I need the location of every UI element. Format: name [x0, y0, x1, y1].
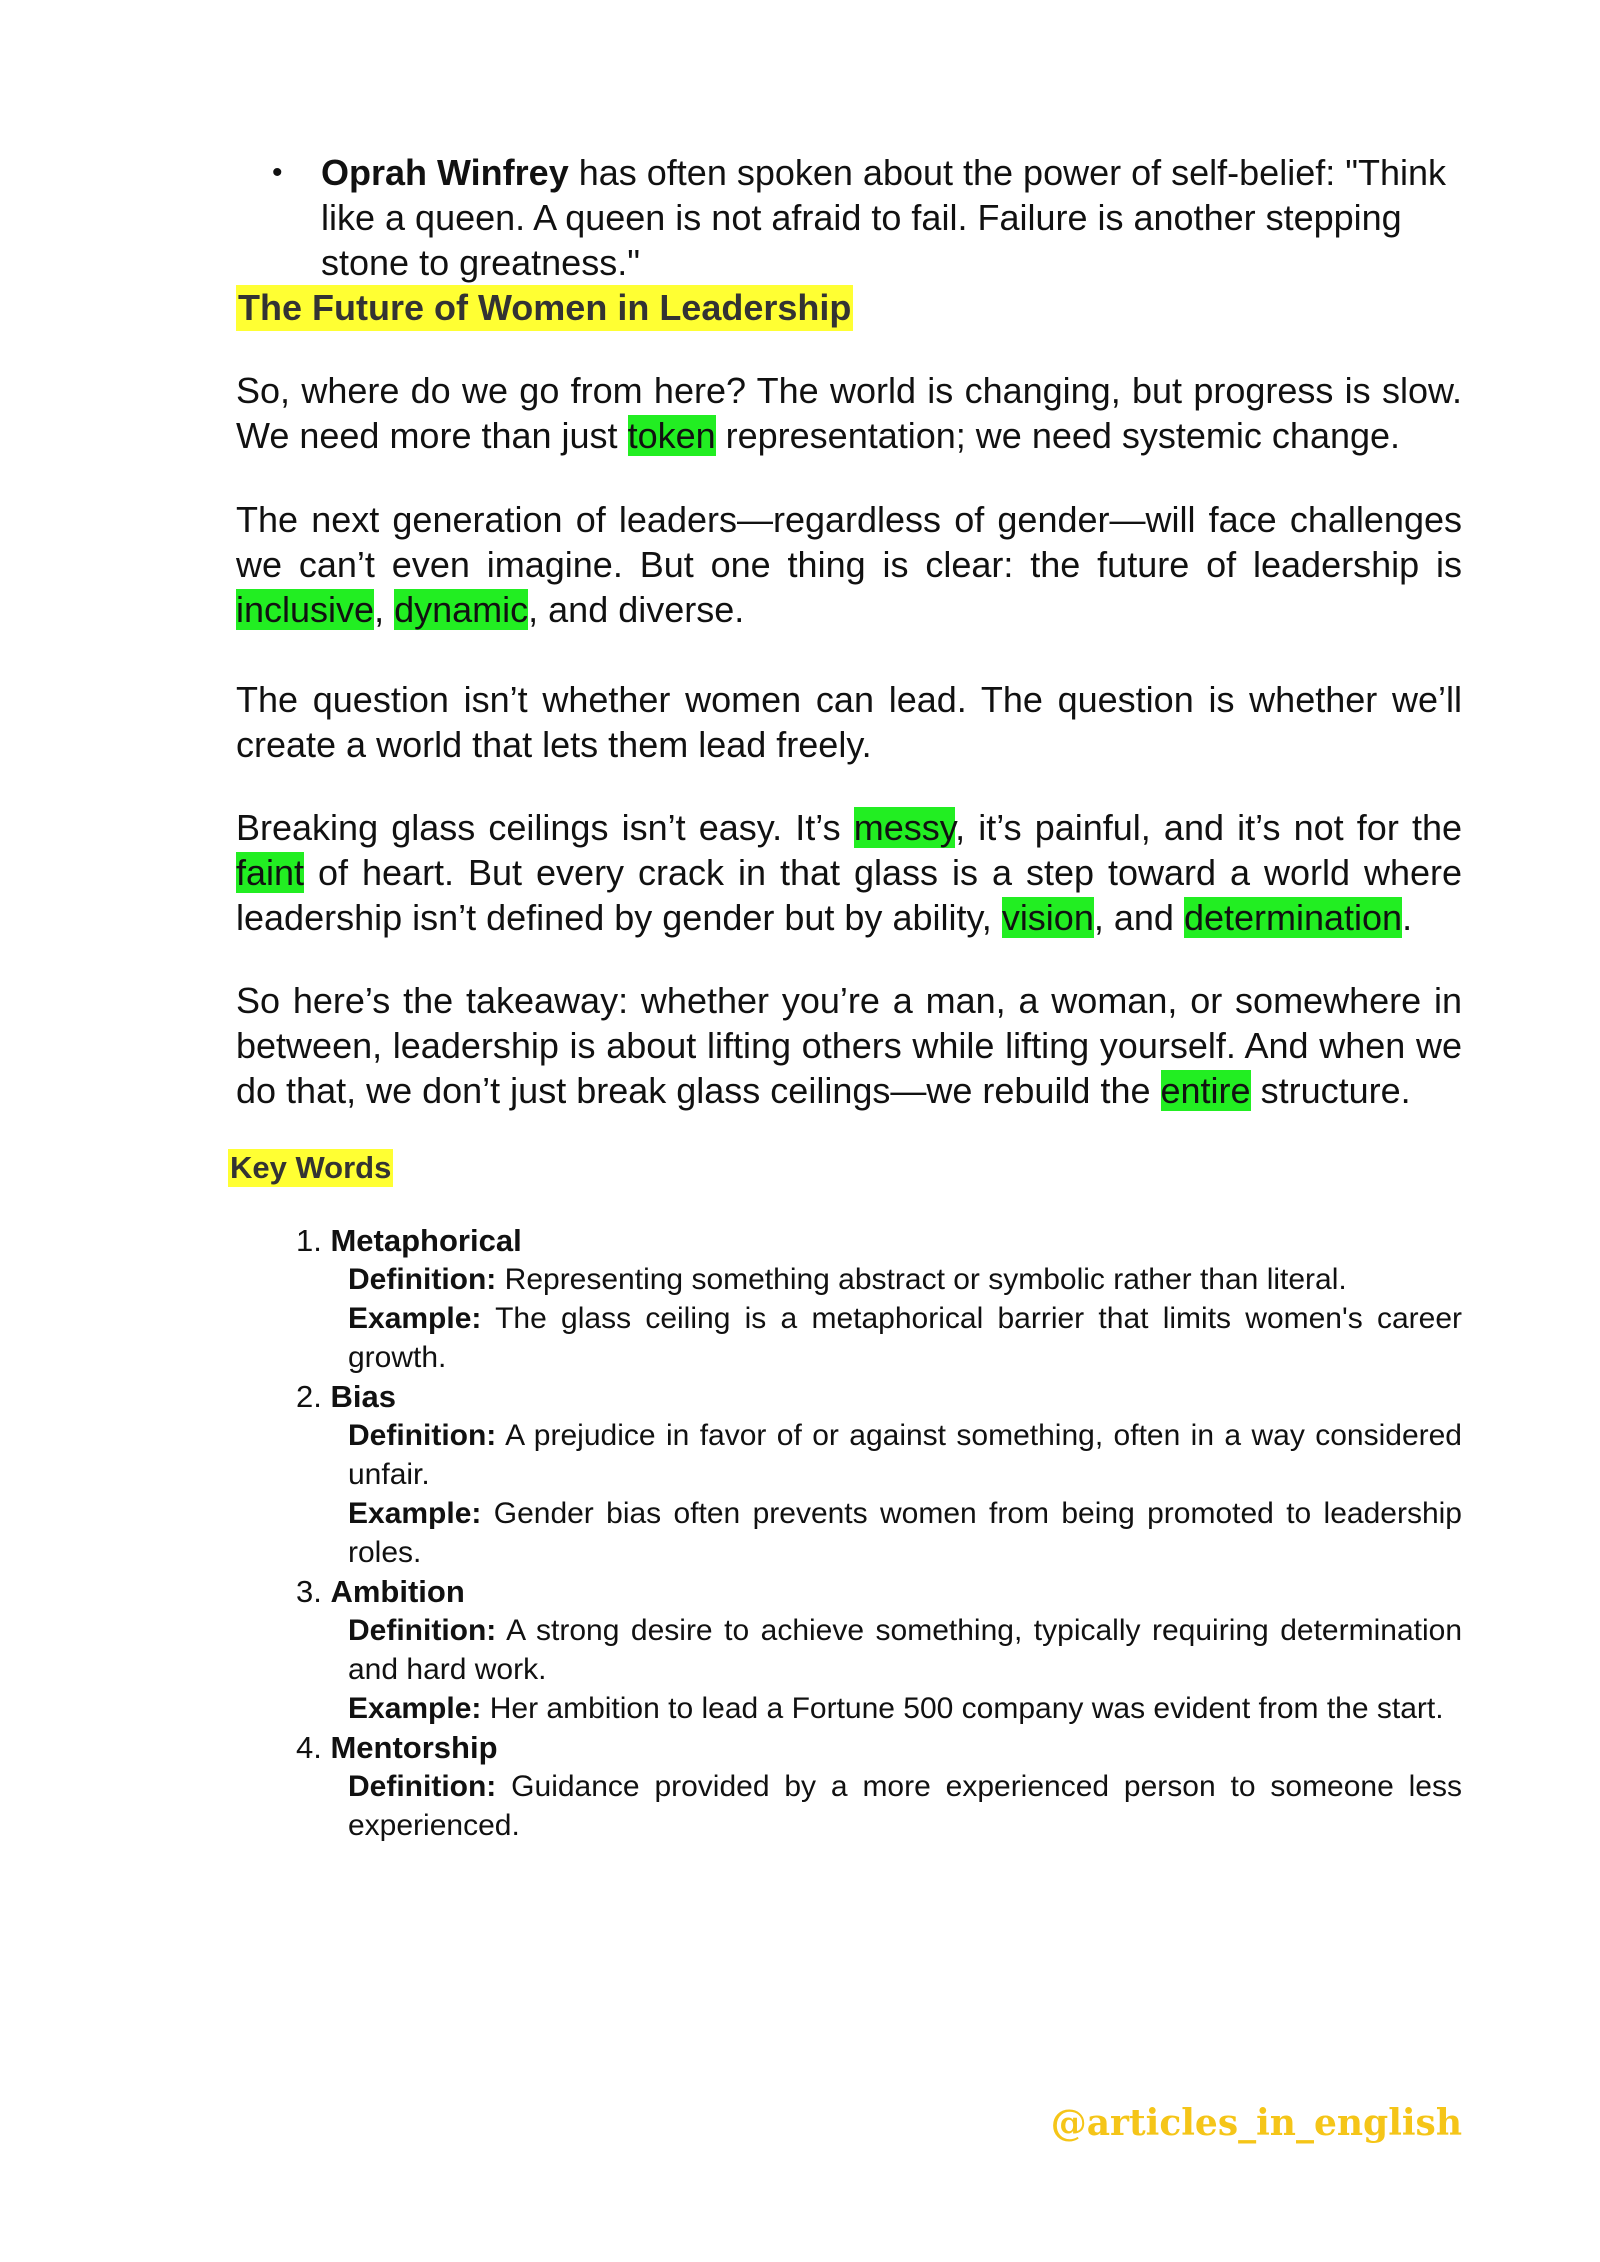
text-run: representation; we need systemic change.: [715, 415, 1401, 456]
text-run: .: [1402, 897, 1413, 938]
text-run: The next generation of leaders—regardless of gender—will face challenges we can’t even imagine. But one thing is clear: the future of leadership is: [236, 499, 1462, 585]
highlight-vision: vision: [1001, 897, 1094, 938]
key-word-title: [296, 1572, 1462, 1611]
text-run: Breaking glass ceilings isn’t easy. It’s: [236, 807, 854, 848]
quote-bullet-item: [236, 150, 1471, 285]
definition-text: Guidance provided by a more experienced person to someone less experienced.: [348, 1770, 1462, 1842]
social-handle-watermark: @articles_in_english: [1050, 2102, 1462, 2144]
item-number: 4.: [296, 1730, 322, 1765]
paragraph-5: [236, 978, 1462, 1113]
example-label: Example:: [348, 1302, 482, 1335]
example-line: [348, 1299, 1462, 1377]
highlight-inclusive: inclusive: [236, 589, 375, 630]
example-line: [348, 1494, 1462, 1572]
text-run: So here’s the takeaway: whether you’re a man, a woman, or somewhere in between, leadership is about lifting others while lifting yourself. And when we do that, we don’t just break glass ceilings—we rebuild the: [236, 980, 1462, 1111]
key-word-item: [236, 1728, 1462, 1845]
definition-line: [348, 1767, 1462, 1845]
text-run: , and diverse.: [528, 589, 745, 630]
text-run: , it’s painful, and it’s not for the: [955, 807, 1462, 848]
definition-label: Definition:: [348, 1263, 497, 1296]
key-word-term: Metaphorical: [330, 1223, 522, 1258]
key-word-term: Ambition: [330, 1574, 465, 1609]
key-word-title: [296, 1377, 1462, 1416]
definition-text: A strong desire to achieve something, typically requiring determination and hard work.: [348, 1614, 1463, 1686]
highlight-determination: determination: [1183, 897, 1403, 938]
key-word-term: Mentorship: [330, 1730, 498, 1765]
quote-text: has often spoken about the power of self-belief: "Think like a queen. A queen is not afraid to fail. Failure is another stepping stone to greatness.": [321, 152, 1447, 283]
paragraph-3: [236, 677, 1462, 767]
highlight-entire: entire: [1160, 1070, 1251, 1111]
highlight-dynamic: dynamic: [394, 589, 529, 630]
definition-line: [348, 1416, 1462, 1494]
definition-text: A prejudice in favor of or against something, often in a way considered unfair.: [348, 1419, 1462, 1491]
example-label: Example:: [348, 1692, 482, 1725]
quote-author: Oprah Winfrey: [321, 152, 569, 193]
example-text: Her ambition to lead a Fortune 500 company was evident from the start.: [489, 1692, 1444, 1725]
highlight-token: token: [627, 415, 716, 456]
text-run: So, where do we go from here? The world is changing, but progress is slow. We need more than just: [236, 370, 1462, 456]
key-word-item: [236, 1221, 1462, 1377]
item-number: 3.: [296, 1574, 322, 1609]
text-run: of heart. But every crack in that glass is a step toward a world where leadership isn’t defined by gender but by ability,: [236, 852, 1462, 938]
key-words-heading-wrap: [230, 1149, 1462, 1187]
section-heading: The Future of Women in Leadership: [236, 285, 853, 331]
key-word-title: [296, 1221, 1462, 1260]
text-run: ,: [374, 589, 395, 630]
example-text: Gender bias often prevents women from being promoted to leadership roles.: [348, 1497, 1462, 1569]
definition-label: Definition:: [348, 1419, 497, 1452]
item-number: 1.: [296, 1223, 322, 1258]
key-words-list: [236, 1221, 1462, 1845]
definition-line: [348, 1611, 1462, 1689]
text-run: The question isn’t whether women can lead. The question is whether we’ll create a world that lets them lead freely.: [236, 679, 1462, 765]
document-content: [230, 150, 1463, 1845]
example-line: [348, 1689, 1462, 1728]
text-run: structure.: [1250, 1070, 1411, 1111]
highlight-faint: faint: [236, 852, 305, 893]
definition-label: Definition:: [348, 1614, 497, 1647]
section-heading-wrap: [236, 285, 1462, 331]
key-word-item: [236, 1572, 1462, 1728]
paragraph-4: [236, 805, 1462, 940]
key-word-term: Bias: [330, 1379, 396, 1414]
example-text: The glass ceiling is a metaphorical barrier that limits women's career growth.: [348, 1302, 1463, 1374]
text-run: , and: [1093, 897, 1184, 938]
bullet-icon: •: [272, 156, 283, 189]
example-label: Example:: [348, 1497, 482, 1530]
definition-line: [348, 1260, 1462, 1299]
definition-label: Definition:: [348, 1770, 497, 1803]
definition-text: Representing something abstract or symbolic rather than literal.: [504, 1263, 1347, 1296]
key-word-title: [296, 1728, 1462, 1767]
paragraph-1: [236, 368, 1462, 458]
highlight-messy: messy: [853, 807, 956, 848]
key-words-heading: Key Words: [230, 1150, 392, 1185]
paragraph-2: [236, 497, 1462, 632]
item-number: 2.: [296, 1379, 322, 1414]
key-word-item: [236, 1377, 1462, 1572]
